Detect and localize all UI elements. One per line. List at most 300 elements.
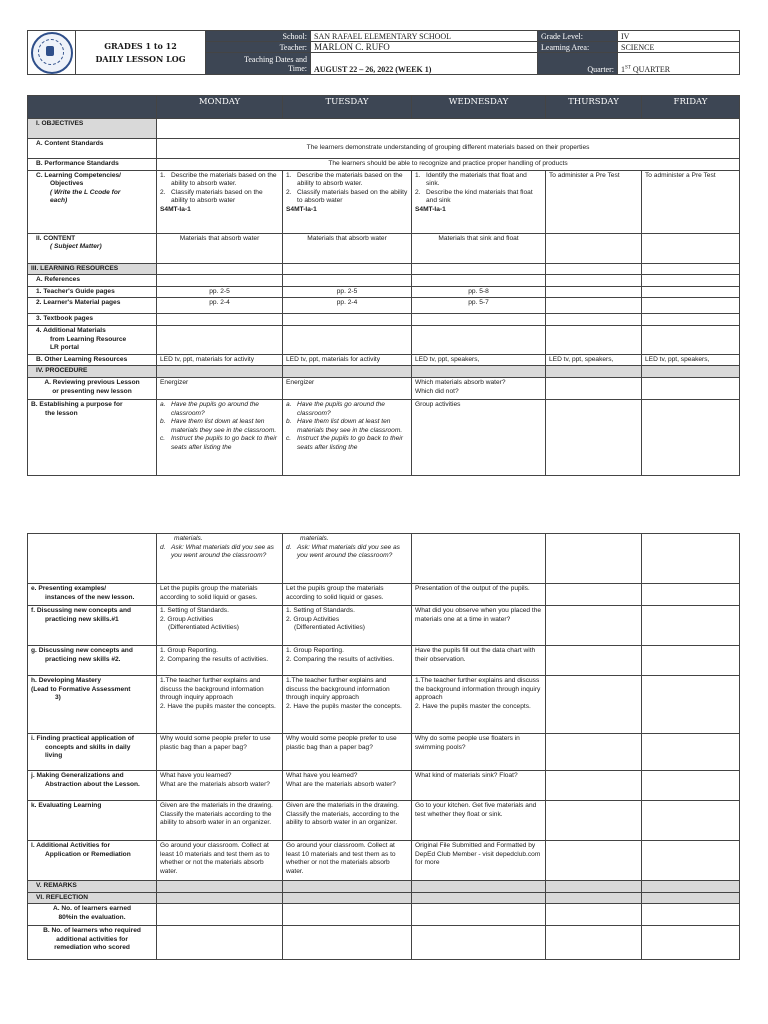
application-label (28, 734, 157, 771)
competencies-thursday: To administer a Pre Test (546, 170, 642, 233)
teaching-dates-label-line1: Teaching Dates and (244, 54, 307, 64)
references-row (28, 275, 740, 287)
discussing-1-label-2: practicing new skills.#1 (45, 615, 119, 623)
discussing-1-tuesday (283, 606, 412, 646)
resources-blank (546, 263, 642, 275)
discussing-1-wednesday: What did you observe when you placed the materials one at a time in water? (412, 606, 546, 646)
purpose-continued-monday (157, 534, 283, 584)
mastery-friday (642, 676, 740, 734)
reflection-row (28, 892, 740, 904)
list-item: Describe the materials based on the ability to absorb water. (297, 171, 403, 188)
purpose-continued-thursday (546, 534, 642, 584)
reviewing-thursday (546, 377, 642, 399)
reflection-a-label (28, 904, 157, 926)
day-header-friday: FRIDAY (642, 96, 740, 119)
evaluating-label: k. Evaluating Learning (28, 801, 157, 841)
textbook-blank (412, 314, 546, 326)
list-letter: b. (286, 418, 292, 426)
list-number: 1. (286, 171, 292, 179)
generalization-tuesday (283, 771, 412, 801)
additional-activities-label-2: Application or Remediation (45, 850, 131, 858)
competencies-label (28, 170, 157, 233)
generalization-wednesday: What kind of materials sink? Float? (412, 771, 546, 801)
other-resources-row (28, 354, 740, 366)
reflection-blank (157, 892, 283, 904)
learners-material-wednesday: pp. 5-7 (412, 298, 546, 314)
learners-material-label: 2. Learner's Material pages (28, 298, 157, 314)
list-letter: a. (160, 400, 166, 408)
reviewing-row (28, 377, 740, 399)
procedure-blank (157, 366, 283, 378)
page-title (76, 31, 206, 75)
day-header-tuesday: TUESDAY (283, 96, 412, 119)
step-item: 1.The teacher further explains and discuss the background information through inquiry approach (415, 677, 541, 702)
school-label: School: (206, 31, 311, 42)
textbook-blank (157, 314, 283, 326)
day-header-thursday: THURSDAY (546, 96, 642, 119)
additional-materials-label-2: from Learning Resource (50, 335, 127, 343)
learners-material-thursday (546, 298, 642, 314)
purpose-continued-friday (642, 534, 740, 584)
step-item: 2. Have the pupils master the concepts. (160, 702, 276, 710)
reflection-a-blank (283, 904, 412, 926)
application-thursday (546, 734, 642, 771)
other-resources-label: B. Other Learning Resources (28, 354, 157, 366)
step-item: (Differentiated Activities) (294, 624, 365, 632)
presenting-tuesday: Let the pupils group the materials according to solid liquid or gases. (283, 584, 412, 606)
step-item: 2. Group Activities (286, 615, 340, 623)
list-item: Have them list down at least ten materials they see in the classroom. (171, 418, 277, 434)
content-label-2: ( Subject Matter) (50, 243, 102, 251)
presenting-wednesday: Presentation of the output of the pupils. (412, 584, 546, 606)
reflection-b-blank (157, 926, 283, 960)
discussing-2-friday (642, 646, 740, 676)
presenting-row (28, 584, 740, 606)
mastery-wednesday (412, 676, 546, 734)
remarks-heading: V. REMARKS (28, 881, 157, 893)
reflection-a-blank (642, 904, 740, 926)
reviewing-label-1: A. Reviewing previous Lesson (44, 378, 140, 386)
generalization-friday (642, 771, 740, 801)
competency-code: S4MT-Ia-1 (415, 205, 446, 213)
generalization-thursday (546, 771, 642, 801)
other-resources-friday: LED tv, ppt, speakers, (642, 354, 740, 366)
remarks-blank (157, 881, 283, 893)
reflection-b-blank (546, 926, 642, 960)
list-item: Ask: What materials did you see as you went around the classroom? (297, 543, 400, 560)
textbook-blank (283, 314, 412, 326)
teacher-label: Teacher: (206, 42, 311, 53)
presenting-label-1: e. Presenting examples/ (31, 585, 107, 592)
list-item: Describe the kind materials that float and sink (426, 188, 533, 205)
additional-materials-blank (546, 325, 642, 354)
competency-code: S4MT-Ia-1 (160, 205, 191, 213)
procedure-blank (546, 366, 642, 378)
competencies-label-1: C. Learning Competencies/ (36, 171, 122, 179)
grade-label: Grade Level: (538, 31, 618, 42)
procedure-blank (412, 366, 546, 378)
teachers-guide-friday (642, 286, 740, 298)
mastery-label-2: (Lead to Formative Assessment (31, 685, 131, 693)
reflection-blank (546, 892, 642, 904)
additional-activities-row (28, 841, 740, 881)
teaching-dates-label-line2: Time: (288, 63, 307, 73)
objectives-heading: I. OBJECTIVES (28, 119, 157, 139)
mastery-label (28, 676, 157, 734)
competencies-friday: To administer a Pre Test (642, 170, 740, 233)
reflection-a-blank (412, 904, 546, 926)
discussing-2-tuesday (283, 646, 412, 676)
content-standards-value: The learners demonstrate understanding of grouping different materials based on their properties (157, 139, 740, 159)
step-item: (Differentiated Activities) (168, 624, 239, 632)
teaching-dates-value: AUGUST 22 – 26, 2022 (WEEK 1) (311, 53, 538, 75)
resources-blank (283, 263, 412, 275)
reflection-a-blank (157, 904, 283, 926)
purpose-continued-label (28, 534, 157, 584)
list-letter: d. (160, 543, 166, 551)
references-blank (546, 275, 642, 287)
evaluating-wednesday: Go to your kitchen. Get five materials and test whether they float or sink. (412, 801, 546, 841)
additional-activities-tuesday: Go around your classroom. Collect at least 10 materials and test them as to whether or not the materials absorb water. (283, 841, 412, 881)
reflection-a-row (28, 904, 740, 926)
objectives-row (28, 119, 740, 139)
reflection-blank (283, 892, 412, 904)
generalization-row (28, 771, 740, 801)
discussing-1-label (28, 606, 157, 646)
list-item: Instruct the pupils to go back to their seats after listing the (171, 435, 277, 451)
procedure-row (28, 366, 740, 378)
evaluating-row (28, 801, 740, 841)
step-item: 2. Group Activities (160, 615, 214, 623)
list-letter: d. (286, 543, 292, 551)
purpose-wednesday: Group activities (412, 399, 546, 475)
reviewing-label-2: or presenting new lesson (52, 387, 132, 395)
content-standards-label: A. Content Standards (28, 139, 157, 159)
references-blank (283, 275, 412, 287)
teacher-value: MARLON C. RUFO (311, 42, 538, 53)
purpose-label-1: B. Establishing a purpose for (31, 400, 123, 408)
quarter-word: QUARTER (632, 65, 671, 74)
resources-heading: III. LEARNING RESOURCES (28, 263, 157, 275)
list-letter: b. (160, 418, 166, 426)
purpose-friday (642, 399, 740, 475)
step-item: 2. Comparing the results of activities. (286, 655, 395, 663)
presenting-label-2: instances of the new lesson. (45, 593, 135, 601)
discussing-1-label-1: f. Discussing new concepts and (31, 607, 132, 614)
lesson-log-table-part1 (27, 95, 740, 476)
purpose-continued-row (28, 534, 740, 584)
competencies-label-2: Objectives (50, 180, 84, 188)
reflection-a-blank (546, 904, 642, 926)
step-item: 1. Setting of Standards. (160, 607, 229, 614)
content-thursday (546, 233, 642, 263)
application-label-3: living (45, 752, 63, 760)
teachers-guide-row (28, 286, 740, 298)
application-row (28, 734, 740, 771)
list-item: Have the pupils go around the classroom? (297, 400, 385, 417)
competencies-tuesday (283, 170, 412, 233)
list-number: 1. (415, 171, 421, 179)
reviewing-wednesday-1: Which materials absorb water? (415, 378, 506, 386)
evaluating-monday: Given are the materials in the drawing. Classify the materials according to the ability to absorb water in an organizer. (157, 801, 283, 841)
references-blank (642, 275, 740, 287)
list-item: Ask: What materials did you see as you went around the classroom? (171, 543, 274, 560)
content-wednesday: Materials that sink and float (412, 233, 546, 263)
learners-material-friday (642, 298, 740, 314)
reflection-heading: VI. REFLECTION (28, 892, 157, 904)
presenting-friday (642, 584, 740, 606)
step-item: 2. Comparing the results of activities. (160, 655, 269, 663)
day-header-row (28, 96, 740, 119)
mastery-monday (157, 676, 283, 734)
resources-blank (157, 263, 283, 275)
step-item: 1.The teacher further explains and discuss the background information through inquiry approach (160, 677, 264, 702)
competencies-monday (157, 170, 283, 233)
discussing-2-row (28, 646, 740, 676)
generalization-label (28, 771, 157, 801)
discussing-1-thursday (546, 606, 642, 646)
reflection-b-label-3: remediation who scored (54, 944, 130, 952)
question-item: What are the materials absorb water? (286, 780, 396, 788)
day-header-blank (28, 96, 157, 119)
presenting-monday: Let the pupils group the materials according to solid liquid or gases. (157, 584, 283, 606)
purpose-continued-wednesday (412, 534, 546, 584)
discussing-2-thursday (546, 646, 642, 676)
competencies-label-4: each) (50, 197, 68, 205)
additional-materials-blank (283, 325, 412, 354)
objectives-blank (157, 119, 740, 139)
evaluating-friday (642, 801, 740, 841)
reflection-b-row (28, 926, 740, 960)
resources-blank (412, 263, 546, 275)
purpose-row (28, 399, 740, 475)
teaching-dates-label (206, 53, 311, 75)
mastery-tuesday (283, 676, 412, 734)
additional-materials-label-3: LR portal (50, 344, 79, 352)
additional-materials-label (28, 325, 157, 354)
purpose-label (28, 399, 157, 475)
purpose-monday (157, 399, 283, 475)
discussing-2-label (28, 646, 157, 676)
list-item: Have them list down at least ten materials they see in the classroom. (297, 418, 403, 434)
evaluating-thursday (546, 801, 642, 841)
performance-standards-value: The learners should be able to recognize and practice proper handling of products (157, 159, 740, 171)
teachers-guide-label: 1. Teacher's Guide pages (28, 286, 157, 298)
lesson-log-table-part2 (27, 533, 740, 960)
reflection-b-blank (412, 926, 546, 960)
application-wednesday: Why do some people use floaters in swimming pools? (412, 734, 546, 771)
question-item: What have you learned? (286, 772, 358, 779)
list-number: 1. (160, 171, 166, 179)
reflection-b-label-1: B. No. of learners who required (43, 927, 141, 935)
title-line-2: DAILY LESSON LOG (95, 53, 186, 64)
remarks-blank (283, 881, 412, 893)
discussing-2-label-2: practicing new skills #2. (45, 655, 121, 663)
mastery-thursday (546, 676, 642, 734)
textbook-blank (642, 314, 740, 326)
mastery-label-1: h. Developing Mastery (31, 677, 101, 684)
reviewing-friday (642, 377, 740, 399)
content-tuesday: Materials that absorb water (283, 233, 412, 263)
reviewing-wednesday-2: Which did not? (415, 387, 459, 395)
content-standards-row (28, 139, 740, 159)
generalization-monday (157, 771, 283, 801)
procedure-blank (642, 366, 740, 378)
day-header-monday: MONDAY (157, 96, 283, 119)
list-item: Identify the materials that float and sink. (426, 171, 527, 188)
discussing-1-friday (642, 606, 740, 646)
teachers-guide-thursday (546, 286, 642, 298)
application-tuesday: Why would some people prefer to use plastic bag than a paper bag? (283, 734, 412, 771)
content-label (28, 233, 157, 263)
additional-materials-blank (412, 325, 546, 354)
additional-activities-friday (642, 841, 740, 881)
learning-area-label: Learning Area: (538, 42, 618, 53)
reflection-b-blank (283, 926, 412, 960)
reflection-a-label-1: A. No. of learners earned (52, 905, 132, 913)
deped-seal-logo (31, 32, 73, 74)
reviewing-label (28, 377, 157, 399)
reviewing-wednesday (412, 377, 546, 399)
other-resources-monday: LED tv, ppt, materials for activity (157, 354, 283, 366)
content-friday (642, 233, 740, 263)
purpose-label-2: the lesson (45, 409, 78, 417)
learners-material-row (28, 298, 740, 314)
additional-activities-monday: Go around your classroom. Collect at least 10 materials and test them as to whether or not the materials absorb water. (157, 841, 283, 881)
reflection-b-label-2: additional activities for (56, 935, 128, 943)
reflection-b-label (28, 926, 157, 960)
remarks-row (28, 881, 740, 893)
list-item-continued: materials. (174, 535, 203, 542)
day-header-wednesday: WEDNESDAY (412, 96, 546, 119)
step-item: 1. Group Reporting. (286, 647, 344, 654)
step-item: 1. Group Reporting. (160, 647, 218, 654)
additional-materials-blank (642, 325, 740, 354)
performance-standards-row (28, 159, 740, 171)
competencies-wednesday (412, 170, 546, 233)
application-label-2: concepts and skills in daily (45, 743, 131, 751)
learning-area-value: SCIENCE (618, 42, 740, 53)
question-item: What are the materials absorb water? (160, 780, 270, 788)
question-item: What have you learned? (160, 772, 232, 779)
list-letter: c. (160, 435, 166, 443)
learners-material-monday: pp. 2-4 (157, 298, 283, 314)
step-item: 2. Have the pupils master the concepts. (286, 702, 402, 710)
generalization-label-1: j. Making Generalizations and (31, 772, 124, 779)
procedure-heading: IV. PROCEDURE (28, 366, 157, 378)
list-number: 2. (286, 188, 292, 196)
list-item-continued: materials. (300, 535, 329, 542)
remarks-blank (412, 881, 546, 893)
list-letter: c. (286, 435, 292, 443)
presenting-label (28, 584, 157, 606)
quarter-number: 1 (621, 65, 625, 74)
list-item: Describe the materials based on the ability to absorb water. (171, 171, 277, 188)
additional-materials-row (28, 325, 740, 354)
reviewing-tuesday: Energizer (283, 377, 412, 399)
purpose-tuesday (283, 399, 412, 475)
deped-seal-cell (28, 31, 76, 75)
list-letter: a. (286, 400, 292, 408)
list-item: Instruct the pupils to go back to their seats after listing the (297, 435, 403, 451)
procedure-blank (283, 366, 412, 378)
content-monday: Materials that absorb water (157, 233, 283, 263)
list-item: Classify materials based on the ability to absorb water (171, 188, 263, 205)
reflection-blank (642, 892, 740, 904)
additional-activities-thursday (546, 841, 642, 881)
purpose-continued-tuesday (283, 534, 412, 584)
application-friday (642, 734, 740, 771)
additional-activities-label-1: l. Additional Activities for (31, 842, 111, 849)
mastery-row (28, 676, 740, 734)
references-blank (157, 275, 283, 287)
discussing-2-wednesday: Have the pupils fill out the data chart with their observation. (412, 646, 546, 676)
application-label-1: i. Finding practical application of (31, 735, 134, 742)
additional-activities-label (28, 841, 157, 881)
teachers-guide-wednesday: pp. 5-8 (412, 286, 546, 298)
reflection-blank (412, 892, 546, 904)
presenting-thursday (546, 584, 642, 606)
school-value: SAN RAFAEL ELEMENTARY SCHOOL (311, 31, 538, 42)
purpose-thursday (546, 399, 642, 475)
other-resources-wednesday: LED tv, ppt, speakers, (412, 354, 546, 366)
additional-activities-wednesday: Original File Submitted and Formatted by DepEd Club Member - visit depedclub.com for more (412, 841, 546, 881)
list-item: Have the pupils go around the classroom? (171, 400, 259, 417)
reflection-b-blank (642, 926, 740, 960)
step-item: 1.The teacher further explains and discuss the background information through inquiry approach (286, 677, 390, 702)
header-table (27, 30, 740, 75)
resources-blank (642, 263, 740, 275)
teachers-guide-tuesday: pp. 2-5 (283, 286, 412, 298)
performance-standards-label: B. Performance Standards (28, 159, 157, 171)
competency-code: S4MT-Ia-1 (286, 205, 317, 213)
reviewing-monday: Energizer (157, 377, 283, 399)
discussing-1-monday (157, 606, 283, 646)
content-row (28, 233, 740, 263)
textbook-row (28, 314, 740, 326)
learners-material-tuesday: pp. 2-4 (283, 298, 412, 314)
discussing-2-label-1: g. Discussing new concepts and (31, 647, 133, 654)
title-line-1: GRADES 1 to 12 (104, 40, 177, 51)
teachers-guide-monday: pp. 2-5 (157, 286, 283, 298)
list-number: 2. (160, 188, 166, 196)
additional-materials-blank (157, 325, 283, 354)
references-label: A. References (28, 275, 157, 287)
textbook-blank (546, 314, 642, 326)
quarter-label: Quarter: (538, 53, 618, 75)
list-number: 2. (415, 188, 421, 196)
reflection-a-label-2: 80%in the evaluation. (58, 913, 126, 921)
additional-materials-label-1: 4. Additional Materials (36, 326, 106, 334)
other-resources-tuesday: LED tv, ppt, materials for activity (283, 354, 412, 366)
other-resources-thursday: LED tv, ppt, speakers, (546, 354, 642, 366)
discussing-1-row (28, 606, 740, 646)
references-blank (412, 275, 546, 287)
step-item: 2. Have the pupils master the concepts. (415, 702, 531, 710)
mastery-label-3: 3) (55, 694, 61, 702)
step-item: 1. Setting of Standards. (286, 607, 355, 614)
generalization-label-2: Abstraction about the Lesson. (45, 780, 140, 788)
quarter-suffix: ST (625, 65, 631, 71)
competencies-row (28, 170, 740, 233)
textbook-label: 3. Textbook pages (28, 314, 157, 326)
resources-row (28, 263, 740, 275)
remarks-blank (642, 881, 740, 893)
competencies-label-3: ( Write the L Ccode for (50, 188, 121, 196)
content-label-1: II. CONTENT (36, 234, 76, 242)
list-item: Classify materials based on the ability to absorb water (297, 188, 408, 205)
grade-value: IV (618, 31, 740, 42)
